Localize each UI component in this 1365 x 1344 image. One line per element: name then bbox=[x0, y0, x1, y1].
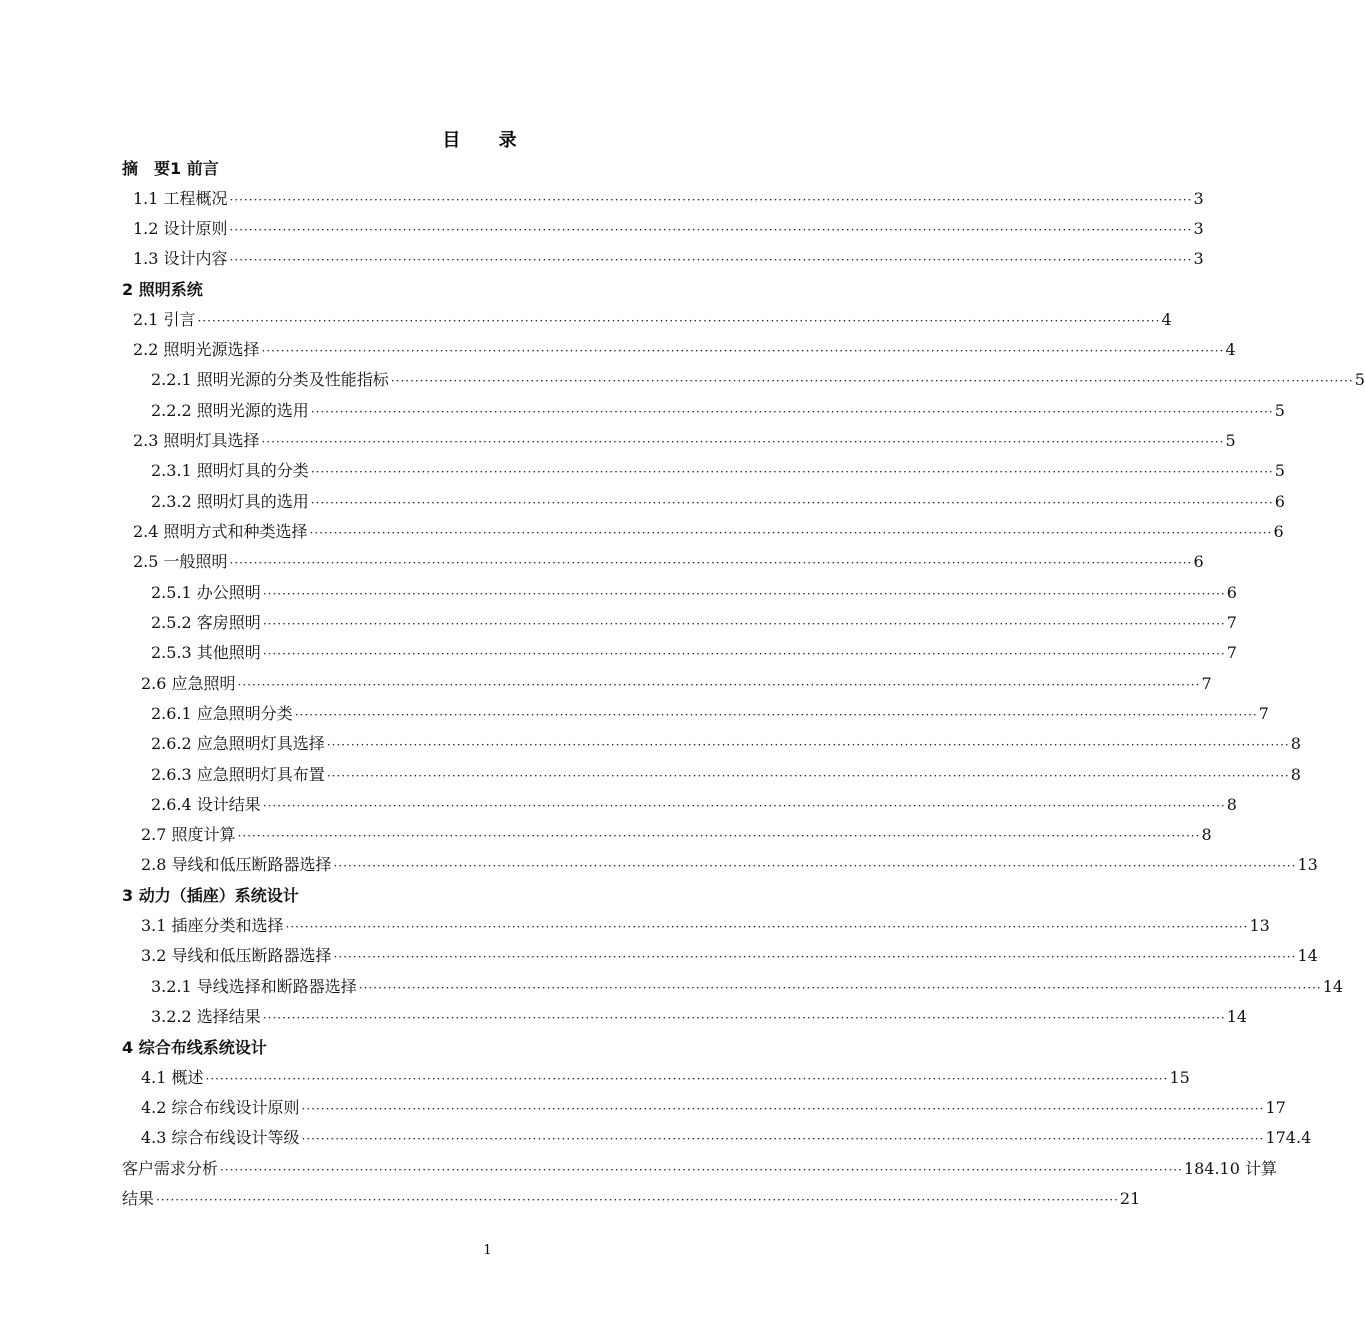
toc-entry-text: 2.4 照明方式和种类选择 bbox=[133, 522, 308, 541]
toc-leader: ········································································································································································································ bbox=[229, 193, 1193, 207]
toc-entry-wrapped[interactable] bbox=[122, 1186, 1141, 1212]
toc-heading-abstract-preface: 摘 要1 前言 bbox=[122, 159, 219, 178]
toc-entry[interactable] bbox=[141, 671, 1212, 697]
toc-entry-text: 2.3 照明灯具选择 bbox=[133, 431, 260, 450]
toc-entry-text: 2.2 照明光源选择 bbox=[133, 340, 260, 359]
toc-leader: ········································································································································································································ bbox=[285, 920, 1249, 934]
toc-entry-text: 1.2 设计原则 bbox=[133, 219, 228, 238]
toc-heading-power-socket: 3 动力（插座）系统设计 bbox=[122, 886, 299, 905]
toc-leader: ········································································································································································································ bbox=[310, 405, 1274, 419]
toc-entry[interactable] bbox=[151, 398, 1285, 424]
toc-entry-page: 3 bbox=[1193, 249, 1204, 268]
toc-leader: ········································································································································································································ bbox=[156, 1193, 1119, 1207]
toc-entry-page: 7 bbox=[1258, 704, 1269, 723]
toc-leader: ········································································································································································································ bbox=[301, 1102, 1265, 1116]
toc-entry-page: 6 bbox=[1273, 522, 1284, 541]
toc-leader: ········································································································································································································ bbox=[229, 556, 1193, 570]
toc-leader: ········································································································································································································ bbox=[309, 526, 1273, 540]
toc-leader: ········································································································································································································ bbox=[237, 829, 1201, 843]
toc-leader: ········································································································································································································ bbox=[358, 981, 1322, 995]
toc-entry-page: 7 bbox=[1201, 674, 1212, 693]
toc-leader: ········································································································································································································ bbox=[262, 587, 1226, 601]
toc-entry[interactable] bbox=[141, 913, 1270, 939]
toc-entry-page: 4 bbox=[1161, 310, 1172, 329]
toc-entry-page: 21 bbox=[1119, 1189, 1141, 1208]
toc-entry-text: 3.2 导线和低压断路器选择 bbox=[141, 946, 332, 965]
toc-entry-page: 8 bbox=[1290, 734, 1301, 753]
toc-leader: ········································································································································································································ bbox=[205, 1072, 1169, 1086]
toc-heading-lighting: 2 照明系统 bbox=[122, 280, 203, 299]
toc-title: 目 录 bbox=[442, 130, 533, 151]
toc-leader: ········································································································································································································ bbox=[197, 314, 1161, 328]
toc-entry[interactable] bbox=[133, 186, 1204, 212]
toc-entry-text: 3.2.2 选择结果 bbox=[151, 1007, 261, 1026]
toc-entry[interactable] bbox=[141, 822, 1212, 848]
toc-entry[interactable] bbox=[141, 1065, 1190, 1091]
toc-entry-page: 7 bbox=[1226, 643, 1237, 662]
toc-entry-page: 5 bbox=[1274, 401, 1285, 420]
toc-entry-page: 5 bbox=[1354, 370, 1365, 389]
toc-entry-wrapped[interactable] bbox=[122, 1156, 1277, 1182]
toc-leader: ········································································································································································································ bbox=[390, 374, 1354, 388]
toc-leader: ········································································································································································································ bbox=[294, 708, 1258, 722]
toc-entry-text: 客户需求分析 bbox=[122, 1159, 219, 1178]
toc-entry-text: 2.8 导线和低压断路器选择 bbox=[141, 855, 332, 874]
toc-leader: ········································································································································································································ bbox=[237, 678, 1201, 692]
toc-entry-text: 2.6 应急照明 bbox=[141, 674, 236, 693]
toc-entry-text: 2.2.2 照明光源的选用 bbox=[151, 401, 309, 420]
toc-leader: ········································································································································································································ bbox=[262, 799, 1226, 813]
toc-entry[interactable] bbox=[141, 943, 1318, 969]
toc-entry-page: 6 bbox=[1274, 492, 1285, 511]
toc-entry-page: 15 bbox=[1169, 1068, 1190, 1087]
toc-entry-page: 17 bbox=[1265, 1098, 1286, 1117]
toc-entry-text: 4.3 综合布线设计等级 bbox=[141, 1128, 300, 1147]
toc-leader: ········································································································································································································ bbox=[220, 1163, 1183, 1177]
toc-entry-page: 5 bbox=[1225, 431, 1236, 450]
toc-entry-page: 174.4 bbox=[1265, 1128, 1312, 1147]
toc-entry[interactable] bbox=[141, 852, 1318, 878]
toc-entry[interactable] bbox=[151, 1004, 1248, 1030]
toc-leader: ········································································································································································································ bbox=[310, 496, 1274, 510]
toc-entry-text: 4.1 概述 bbox=[141, 1068, 204, 1087]
toc-entry-text: 2.6.2 应急照明灯具选择 bbox=[151, 734, 325, 753]
toc-leader: ········································································································································································································ bbox=[262, 617, 1226, 631]
toc-leader: ········································································································································································································ bbox=[301, 1132, 1265, 1146]
toc-entry-page: 14 bbox=[1297, 946, 1318, 965]
toc-entry[interactable] bbox=[133, 307, 1172, 333]
toc-entry-page: 6 bbox=[1226, 583, 1237, 602]
toc-entry-text: 4.2 综合布线设计原则 bbox=[141, 1098, 300, 1117]
toc-entry-page: 3 bbox=[1193, 189, 1204, 208]
toc-entry-page: 5 bbox=[1274, 461, 1285, 480]
toc-entry-text: 2.2.1 照明光源的分类及性能指标 bbox=[151, 370, 389, 389]
toc-entry-text: 3.2.1 导线选择和断路器选择 bbox=[151, 977, 357, 996]
toc-entry-page: 8 bbox=[1201, 825, 1212, 844]
toc-entry[interactable] bbox=[151, 762, 1301, 788]
toc-entry[interactable] bbox=[141, 1125, 1312, 1151]
toc-entry-page: 4 bbox=[1225, 340, 1236, 359]
toc-leader: ········································································································································································································ bbox=[310, 465, 1274, 479]
toc-leader: ········································································································································································································ bbox=[333, 950, 1297, 964]
toc-leader: ········································································································································································································ bbox=[261, 435, 1225, 449]
toc-entry-text: 3.1 插座分类和选择 bbox=[141, 916, 284, 935]
toc-entry-page: 184.10 计算 bbox=[1183, 1159, 1277, 1178]
toc-entry[interactable] bbox=[133, 337, 1236, 363]
toc-entry[interactable] bbox=[133, 519, 1284, 545]
toc-leader: ········································································································································································································ bbox=[261, 344, 1225, 358]
toc-entry-text: 2.5.1 办公照明 bbox=[151, 583, 261, 602]
toc-entry[interactable] bbox=[151, 640, 1237, 666]
toc-entry[interactable] bbox=[151, 792, 1237, 818]
toc-entry-text: 2.6.3 应急照明灯具布置 bbox=[151, 765, 325, 784]
toc-entry-page: 7 bbox=[1226, 613, 1237, 632]
toc-entry[interactable] bbox=[151, 367, 1365, 393]
toc-leader: ········································································································································································································ bbox=[229, 223, 1193, 237]
toc-entry-text: 2.5.2 客房照明 bbox=[151, 613, 261, 632]
toc-entry-page: 8 bbox=[1290, 765, 1301, 784]
toc-leader: ········································································································································································································ bbox=[262, 647, 1226, 661]
toc-entry[interactable] bbox=[151, 610, 1237, 636]
toc-entry-page: 14 bbox=[1322, 977, 1344, 996]
toc-entry-text: 2.3.2 照明灯具的选用 bbox=[151, 492, 309, 511]
toc-leader: ········································································································································································································ bbox=[262, 1011, 1226, 1025]
toc-entry[interactable] bbox=[133, 549, 1204, 575]
toc-entry[interactable] bbox=[151, 731, 1301, 757]
toc-entry[interactable] bbox=[151, 458, 1285, 484]
toc-entry[interactable] bbox=[141, 1095, 1286, 1121]
toc-entry-page: 3 bbox=[1193, 219, 1204, 238]
toc-leader: ········································································································································································································ bbox=[229, 253, 1193, 267]
toc-leader: ········································································································································································································ bbox=[333, 859, 1297, 873]
toc-entry[interactable] bbox=[133, 428, 1236, 454]
toc-heading-cabling: 4 综合布线系统设计 bbox=[122, 1038, 267, 1057]
toc-entry[interactable] bbox=[133, 216, 1204, 242]
toc-entry-text: 2.6.4 设计结果 bbox=[151, 795, 261, 814]
toc-entry[interactable] bbox=[151, 701, 1269, 727]
toc-leader: ········································································································································································································ bbox=[326, 738, 1290, 752]
toc-entry[interactable] bbox=[151, 580, 1237, 606]
toc-entry-text: 2.5.3 其他照明 bbox=[151, 643, 261, 662]
toc-entry[interactable] bbox=[151, 489, 1285, 515]
toc-entry-page: 13 bbox=[1297, 855, 1318, 874]
toc-entry-text: 2.5 一般照明 bbox=[133, 552, 228, 571]
toc-entry-text: 2.1 引言 bbox=[133, 310, 196, 329]
toc-entry[interactable] bbox=[133, 246, 1204, 272]
toc-entry-text: 1.1 工程概况 bbox=[133, 189, 228, 208]
toc-entry-page: 13 bbox=[1249, 916, 1270, 935]
toc-entry-page: 14 bbox=[1226, 1007, 1248, 1026]
toc-entry-text: 结果 bbox=[122, 1189, 155, 1208]
toc-entry-text: 2.6.1 应急照明分类 bbox=[151, 704, 293, 723]
toc-entry-page: 6 bbox=[1193, 552, 1204, 571]
toc-leader: ········································································································································································································ bbox=[326, 769, 1290, 783]
toc-entry-text: 1.3 设计内容 bbox=[133, 249, 228, 268]
toc-entry[interactable] bbox=[151, 974, 1344, 1000]
toc-entry-text: 2.3.1 照明灯具的分类 bbox=[151, 461, 309, 480]
page-number: 1 bbox=[483, 1243, 492, 1258]
toc-entry-text: 2.7 照度计算 bbox=[141, 825, 236, 844]
toc-entry-page: 8 bbox=[1226, 795, 1237, 814]
